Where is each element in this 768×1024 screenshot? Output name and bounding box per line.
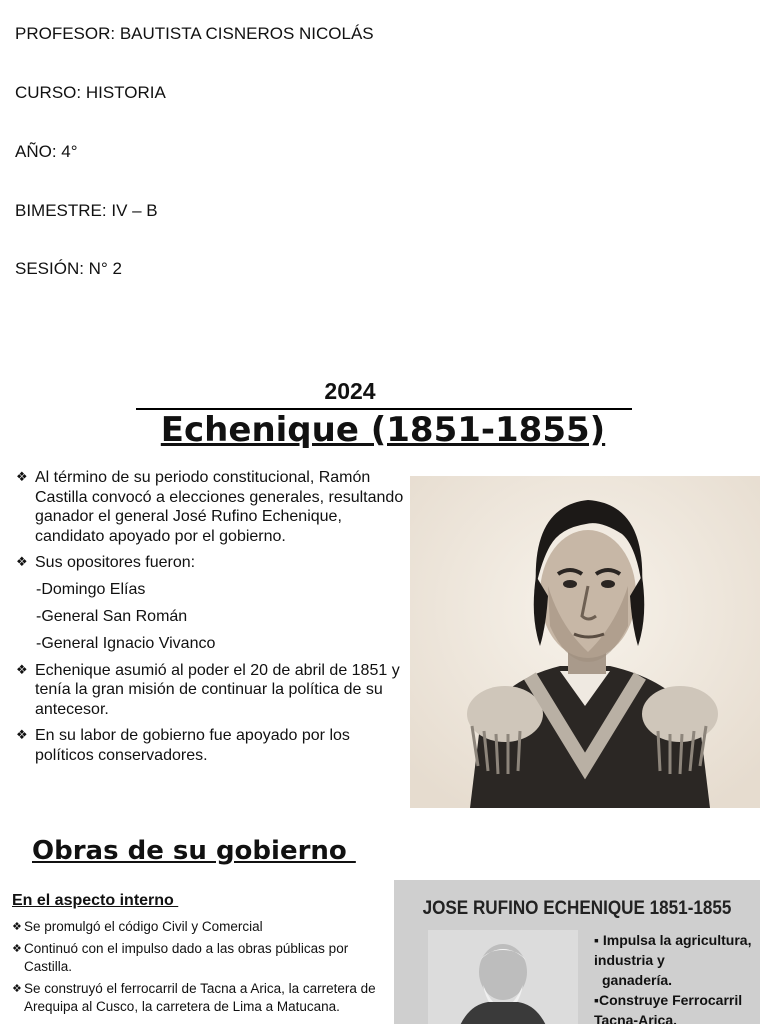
profesor-line: PROFESOR: BAUTISTA CISNEROS NICOLÁS xyxy=(15,24,374,43)
bimestre-line: BIMESTRE: IV – B xyxy=(15,201,158,220)
diamond-bullet-icon: ❖ xyxy=(16,555,28,570)
info-slide-points xyxy=(594,930,756,1024)
info-point: Tacna-Arica. xyxy=(594,1012,677,1024)
info-point: ▪ Impulsa la agricultura, industria y xyxy=(594,932,752,968)
list-item xyxy=(16,468,404,546)
bullet-list xyxy=(16,468,404,772)
portrait-illustration xyxy=(410,476,760,808)
diamond-bullet-icon: ❖ xyxy=(12,942,22,955)
bullet-text: Se promulgó el código Civil y Comercial xyxy=(24,919,263,934)
opponent-item: -Domingo Elías xyxy=(36,580,146,598)
bullet-text: En su labor de gobierno fue apoyado por los políticos conservadores. xyxy=(35,727,350,764)
list-item xyxy=(16,553,404,573)
list-item xyxy=(12,980,384,1016)
list-item xyxy=(16,726,404,765)
info-point: ▪Construye Ferrocarril xyxy=(594,992,743,1008)
anio-line: AÑO: 4° xyxy=(15,142,78,161)
sesion-line: SESIÓN: N° 2 xyxy=(15,259,122,278)
section-title: Obras de su gobierno xyxy=(32,836,356,866)
obras-list xyxy=(12,918,384,1020)
list-item xyxy=(16,661,404,720)
photo-illustration xyxy=(428,930,578,1024)
list-item xyxy=(12,918,384,936)
bullet-text: Echenique asumió al poder el 20 de abril de 1851 y tenía la gran misión de continuar la política de su antecesor. xyxy=(35,661,400,718)
echenique-portrait xyxy=(410,476,760,808)
diamond-bullet-icon: ❖ xyxy=(12,982,22,995)
list-item xyxy=(12,940,384,976)
year-heading: 2024 xyxy=(324,378,376,404)
opponent-item: -General San Román xyxy=(36,607,188,625)
bullet-text: Al término de su periodo constitucional, Ramón Castilla convocó a elecciones generales, resultando ganador el general José Rufino Echenique, candidato apoyado por el gobierno. xyxy=(35,469,404,545)
info-slide-image xyxy=(394,880,760,1024)
diamond-bullet-icon: ❖ xyxy=(16,662,28,678)
section-subtitle: En el aspecto interno xyxy=(12,892,179,909)
curso-line: CURSO: HISTORIA xyxy=(15,83,166,102)
diamond-bullet-icon: ❖ xyxy=(12,920,22,933)
diamond-bullet-icon: ❖ xyxy=(16,470,28,485)
diamond-bullet-icon: ❖ xyxy=(16,728,28,743)
page-title: Echenique (1851-1855) xyxy=(160,410,606,450)
info-point: ganadería. xyxy=(602,972,673,988)
echenique-photo xyxy=(428,930,578,1024)
info-slide-title: JOSE RUFINO ECHENIQUE 1851-1855 xyxy=(422,898,732,919)
bullet-text: Se construyó el ferrocarril de Tacna a Arica, la carretera de Arequipa al Cusco, la carretera de Lima a Matucana. xyxy=(24,981,376,1014)
bullet-text: Sus opositores fueron: xyxy=(35,554,196,571)
bullet-text: Continuó con el impulso dado a las obras públicas por Castilla. xyxy=(24,941,349,974)
opponent-item: -General Ignacio Vivanco xyxy=(36,634,216,652)
